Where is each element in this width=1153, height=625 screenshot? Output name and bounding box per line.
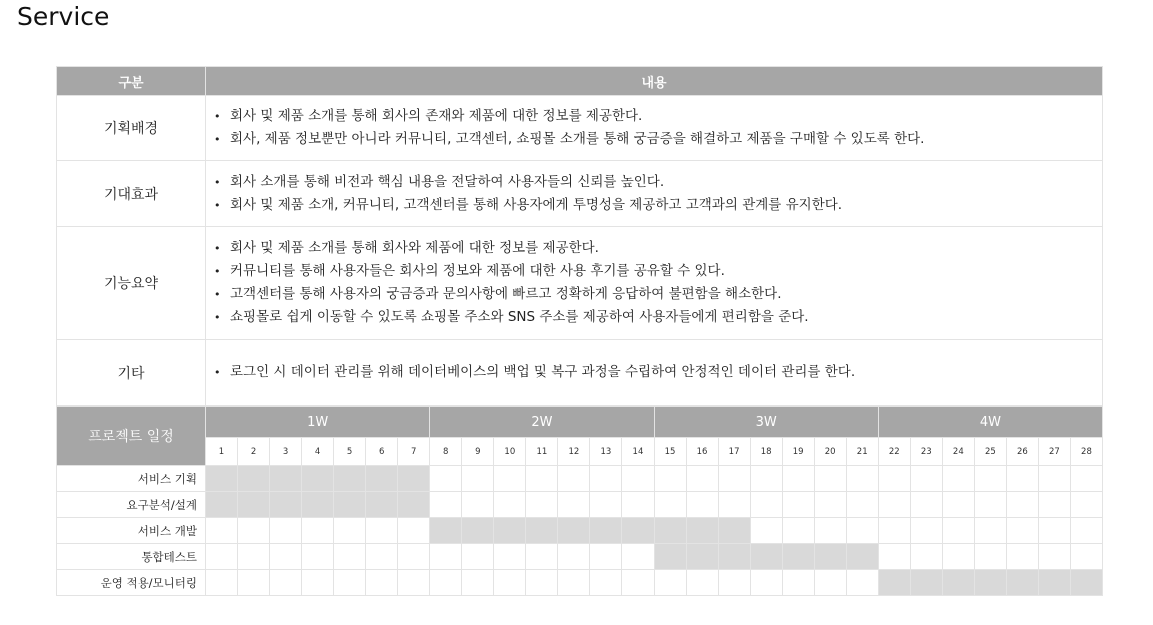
week-header-1: 1W bbox=[206, 407, 430, 438]
gantt-bar-cell bbox=[622, 518, 654, 544]
gantt-empty-cell bbox=[494, 466, 526, 492]
gantt-empty-cell bbox=[622, 544, 654, 570]
project-schedule-table bbox=[56, 406, 1103, 596]
gantt-empty-cell bbox=[558, 466, 590, 492]
gantt-empty-cell bbox=[590, 570, 622, 596]
gantt-empty-cell bbox=[398, 544, 430, 570]
gantt-empty-cell bbox=[718, 570, 750, 596]
task-name: 운영 적용/모니터링 bbox=[57, 570, 206, 596]
gantt-bar-cell bbox=[302, 492, 334, 518]
week-header-row bbox=[57, 407, 1103, 438]
day-header: 7 bbox=[398, 438, 430, 466]
week-header-4: 4W bbox=[878, 407, 1102, 438]
gantt-bar-cell bbox=[334, 466, 366, 492]
gantt-empty-cell bbox=[878, 518, 910, 544]
gantt-bar-cell bbox=[654, 544, 686, 570]
bullet-item: • 회사 소개를 통해 비전과 핵심 내용을 전달하여 사용자들의 신뢰를 높인다. bbox=[214, 171, 1102, 194]
gantt-bar-cell bbox=[238, 466, 270, 492]
schedule-header-label: 프로젝트 일정 bbox=[57, 407, 206, 466]
gantt-bar-cell bbox=[430, 518, 462, 544]
day-header: 5 bbox=[334, 438, 366, 466]
gantt-empty-cell bbox=[718, 492, 750, 518]
day-header: 25 bbox=[974, 438, 1006, 466]
gantt-empty-cell bbox=[942, 492, 974, 518]
bullet-item: • 회사 및 제품 소개를 통해 회사와 제품에 대한 정보를 제공한다. bbox=[214, 237, 1102, 260]
bullet-item: • 회사, 제품 정보뿐만 아니라 커뮤니티, 고객센터, 쇼핑몰 소개를 통해 궁금증을 해결하고 제품을 구매할 수 있도록 한다. bbox=[214, 128, 1102, 151]
gantt-empty-cell bbox=[686, 492, 718, 518]
gantt-empty-cell bbox=[494, 492, 526, 518]
gantt-empty-cell bbox=[782, 492, 814, 518]
gantt-bar-cell bbox=[750, 544, 782, 570]
day-header: 21 bbox=[846, 438, 878, 466]
gantt-empty-cell bbox=[814, 466, 846, 492]
gantt-bar-cell bbox=[206, 466, 238, 492]
gantt-empty-cell bbox=[462, 544, 494, 570]
gantt-empty-cell bbox=[526, 544, 558, 570]
gantt-empty-cell bbox=[846, 570, 878, 596]
row-label: 기대효과 bbox=[57, 161, 206, 227]
row-label: 기타 bbox=[57, 340, 206, 406]
gantt-bar-cell bbox=[686, 544, 718, 570]
gantt-empty-cell bbox=[590, 466, 622, 492]
gantt-empty-cell bbox=[334, 544, 366, 570]
day-header: 2 bbox=[238, 438, 270, 466]
service-document bbox=[56, 66, 1102, 596]
gantt-empty-cell bbox=[686, 466, 718, 492]
gantt-empty-cell bbox=[974, 518, 1006, 544]
gantt-empty-cell bbox=[590, 492, 622, 518]
page-title: Service bbox=[17, 2, 110, 31]
gantt-empty-cell bbox=[1070, 544, 1102, 570]
day-header: 14 bbox=[622, 438, 654, 466]
day-header: 24 bbox=[942, 438, 974, 466]
gantt-bar-cell bbox=[302, 466, 334, 492]
gantt-empty-cell bbox=[206, 518, 238, 544]
gantt-empty-cell bbox=[526, 570, 558, 596]
schedule-task-row bbox=[57, 570, 1103, 596]
gantt-empty-cell bbox=[974, 544, 1006, 570]
gantt-empty-cell bbox=[814, 492, 846, 518]
gantt-empty-cell bbox=[878, 492, 910, 518]
gantt-empty-cell bbox=[1006, 466, 1038, 492]
day-header: 3 bbox=[270, 438, 302, 466]
day-header: 20 bbox=[814, 438, 846, 466]
gantt-bar-cell bbox=[942, 570, 974, 596]
gantt-empty-cell bbox=[366, 544, 398, 570]
day-header: 19 bbox=[782, 438, 814, 466]
gantt-empty-cell bbox=[782, 518, 814, 544]
gantt-bar-cell bbox=[238, 492, 270, 518]
gantt-empty-cell bbox=[206, 570, 238, 596]
gantt-empty-cell bbox=[302, 518, 334, 544]
gantt-empty-cell bbox=[846, 466, 878, 492]
gantt-empty-cell bbox=[910, 466, 942, 492]
gantt-empty-cell bbox=[878, 544, 910, 570]
gantt-bar-cell bbox=[526, 518, 558, 544]
gantt-empty-cell bbox=[750, 466, 782, 492]
gantt-empty-cell bbox=[302, 570, 334, 596]
gantt-bar-cell bbox=[494, 518, 526, 544]
gantt-empty-cell bbox=[718, 466, 750, 492]
gantt-empty-cell bbox=[494, 544, 526, 570]
info-header-row bbox=[57, 67, 1103, 96]
gantt-bar-cell bbox=[782, 544, 814, 570]
day-header: 9 bbox=[462, 438, 494, 466]
gantt-empty-cell bbox=[366, 570, 398, 596]
bullet-item: • 고객센터를 통해 사용자의 궁금증과 문의사항에 빠르고 정확하게 응답하여 불편함을 해소한다. bbox=[214, 283, 1102, 306]
gantt-empty-cell bbox=[526, 492, 558, 518]
gantt-bar-cell bbox=[814, 544, 846, 570]
gantt-empty-cell bbox=[1038, 492, 1070, 518]
gantt-empty-cell bbox=[942, 518, 974, 544]
gantt-bar-cell bbox=[398, 492, 430, 518]
gantt-empty-cell bbox=[814, 570, 846, 596]
gantt-bar-cell bbox=[654, 518, 686, 544]
gantt-bar-cell bbox=[718, 518, 750, 544]
gantt-empty-cell bbox=[590, 544, 622, 570]
gantt-empty-cell bbox=[910, 492, 942, 518]
gantt-empty-cell bbox=[750, 492, 782, 518]
gantt-empty-cell bbox=[654, 466, 686, 492]
gantt-empty-cell bbox=[334, 518, 366, 544]
gantt-empty-cell bbox=[238, 544, 270, 570]
gantt-empty-cell bbox=[1006, 544, 1038, 570]
gantt-bar-cell bbox=[270, 492, 302, 518]
gantt-empty-cell bbox=[1006, 492, 1038, 518]
gantt-empty-cell bbox=[1038, 544, 1070, 570]
gantt-empty-cell bbox=[910, 518, 942, 544]
row-content bbox=[206, 96, 1103, 161]
gantt-empty-cell bbox=[846, 492, 878, 518]
day-header: 4 bbox=[302, 438, 334, 466]
row-label: 기획배경 bbox=[57, 96, 206, 161]
row-content bbox=[206, 227, 1103, 340]
gantt-bar-cell bbox=[878, 570, 910, 596]
day-header: 18 bbox=[750, 438, 782, 466]
day-header: 12 bbox=[558, 438, 590, 466]
info-row-background bbox=[57, 96, 1103, 161]
gantt-empty-cell bbox=[430, 492, 462, 518]
gantt-empty-cell bbox=[238, 570, 270, 596]
bullet-item: • 로그인 시 데이터 관리를 위해 데이터베이스의 백업 및 복구 과정을 수립하여 안정적인 데이터 관리를 한다. bbox=[214, 361, 1102, 384]
info-row-effects bbox=[57, 161, 1103, 227]
day-header: 13 bbox=[590, 438, 622, 466]
gantt-empty-cell bbox=[942, 466, 974, 492]
gantt-bar-cell bbox=[366, 492, 398, 518]
day-header: 8 bbox=[430, 438, 462, 466]
gantt-empty-cell bbox=[430, 544, 462, 570]
gantt-empty-cell bbox=[398, 570, 430, 596]
gantt-empty-cell bbox=[1038, 518, 1070, 544]
gantt-empty-cell bbox=[526, 466, 558, 492]
gantt-empty-cell bbox=[558, 570, 590, 596]
gantt-bar-cell bbox=[590, 518, 622, 544]
gantt-bar-cell bbox=[334, 492, 366, 518]
row-content bbox=[206, 161, 1103, 227]
task-name: 서비스 개발 bbox=[57, 518, 206, 544]
day-header: 22 bbox=[878, 438, 910, 466]
gantt-empty-cell bbox=[206, 544, 238, 570]
gantt-empty-cell bbox=[270, 544, 302, 570]
category-header: 구분 bbox=[57, 67, 206, 96]
gantt-empty-cell bbox=[782, 570, 814, 596]
task-name: 통합테스트 bbox=[57, 544, 206, 570]
gantt-empty-cell bbox=[974, 492, 1006, 518]
gantt-bar-cell bbox=[558, 518, 590, 544]
gantt-empty-cell bbox=[270, 570, 302, 596]
gantt-empty-cell bbox=[622, 570, 654, 596]
gantt-empty-cell bbox=[750, 518, 782, 544]
gantt-empty-cell bbox=[846, 518, 878, 544]
gantt-empty-cell bbox=[462, 570, 494, 596]
gantt-empty-cell bbox=[558, 492, 590, 518]
info-row-other bbox=[57, 340, 1103, 406]
gantt-bar-cell bbox=[910, 570, 942, 596]
content-header: 내용 bbox=[206, 67, 1103, 96]
gantt-empty-cell bbox=[942, 544, 974, 570]
gantt-bar-cell bbox=[462, 518, 494, 544]
bullet-item: • 쇼핑몰로 쉽게 이동할 수 있도록 쇼핑몰 주소와 SNS 주소를 제공하여 사용자들에게 편리함을 준다. bbox=[214, 306, 1102, 329]
day-header: 26 bbox=[1006, 438, 1038, 466]
task-name: 요구분석/설계 bbox=[57, 492, 206, 518]
gantt-empty-cell bbox=[622, 466, 654, 492]
day-header: 15 bbox=[654, 438, 686, 466]
gantt-empty-cell bbox=[270, 518, 302, 544]
day-header: 1 bbox=[206, 438, 238, 466]
bullet-item: • 커뮤니티를 통해 사용자들은 회사의 정보와 제품에 대한 사용 후기를 공유할 수 있다. bbox=[214, 260, 1102, 283]
gantt-empty-cell bbox=[782, 466, 814, 492]
gantt-empty-cell bbox=[814, 518, 846, 544]
gantt-empty-cell bbox=[302, 544, 334, 570]
gantt-bar-cell bbox=[686, 518, 718, 544]
day-header: 10 bbox=[494, 438, 526, 466]
gantt-empty-cell bbox=[1070, 518, 1102, 544]
gantt-empty-cell bbox=[430, 570, 462, 596]
gantt-bar-cell bbox=[270, 466, 302, 492]
week-header-3: 3W bbox=[654, 407, 878, 438]
gantt-empty-cell bbox=[398, 518, 430, 544]
gantt-empty-cell bbox=[910, 544, 942, 570]
gantt-empty-cell bbox=[974, 466, 1006, 492]
week-header-2: 2W bbox=[430, 407, 654, 438]
day-header: 27 bbox=[1038, 438, 1070, 466]
gantt-empty-cell bbox=[366, 518, 398, 544]
bullet-item: • 회사 및 제품 소개를 통해 회사의 존재와 제품에 대한 정보를 제공한다. bbox=[214, 105, 1102, 128]
row-content bbox=[206, 340, 1103, 406]
gantt-bar-cell bbox=[974, 570, 1006, 596]
gantt-empty-cell bbox=[430, 466, 462, 492]
gantt-bar-cell bbox=[206, 492, 238, 518]
gantt-empty-cell bbox=[622, 492, 654, 518]
gantt-empty-cell bbox=[334, 570, 366, 596]
schedule-task-row bbox=[57, 492, 1103, 518]
gantt-empty-cell bbox=[462, 466, 494, 492]
gantt-bar-cell bbox=[1070, 570, 1102, 596]
info-row-features bbox=[57, 227, 1103, 340]
task-name: 서비스 기획 bbox=[57, 466, 206, 492]
gantt-empty-cell bbox=[462, 492, 494, 518]
day-header-row bbox=[57, 438, 1103, 466]
gantt-empty-cell bbox=[1070, 466, 1102, 492]
day-header: 11 bbox=[526, 438, 558, 466]
gantt-empty-cell bbox=[654, 570, 686, 596]
gantt-empty-cell bbox=[1070, 492, 1102, 518]
gantt-empty-cell bbox=[654, 492, 686, 518]
gantt-empty-cell bbox=[238, 518, 270, 544]
gantt-empty-cell bbox=[750, 570, 782, 596]
gantt-bar-cell bbox=[846, 544, 878, 570]
gantt-bar-cell bbox=[398, 466, 430, 492]
service-info-table bbox=[56, 66, 1103, 406]
gantt-empty-cell bbox=[494, 570, 526, 596]
bullet-item: • 회사 및 제품 소개, 커뮤니티, 고객센터를 통해 사용자에게 투명성을 제공하고 고객과의 관계를 유지한다. bbox=[214, 194, 1102, 217]
gantt-empty-cell bbox=[1006, 518, 1038, 544]
gantt-bar-cell bbox=[1038, 570, 1070, 596]
day-header: 23 bbox=[910, 438, 942, 466]
gantt-bar-cell bbox=[718, 544, 750, 570]
gantt-empty-cell bbox=[558, 544, 590, 570]
gantt-empty-cell bbox=[1038, 466, 1070, 492]
gantt-bar-cell bbox=[1006, 570, 1038, 596]
day-header: 17 bbox=[718, 438, 750, 466]
gantt-bar-cell bbox=[366, 466, 398, 492]
day-header: 6 bbox=[366, 438, 398, 466]
day-header: 28 bbox=[1070, 438, 1102, 466]
gantt-empty-cell bbox=[878, 466, 910, 492]
gantt-empty-cell bbox=[686, 570, 718, 596]
schedule-task-row bbox=[57, 466, 1103, 492]
day-header: 16 bbox=[686, 438, 718, 466]
schedule-task-row bbox=[57, 544, 1103, 570]
row-label: 기능요약 bbox=[57, 227, 206, 340]
schedule-task-row bbox=[57, 518, 1103, 544]
